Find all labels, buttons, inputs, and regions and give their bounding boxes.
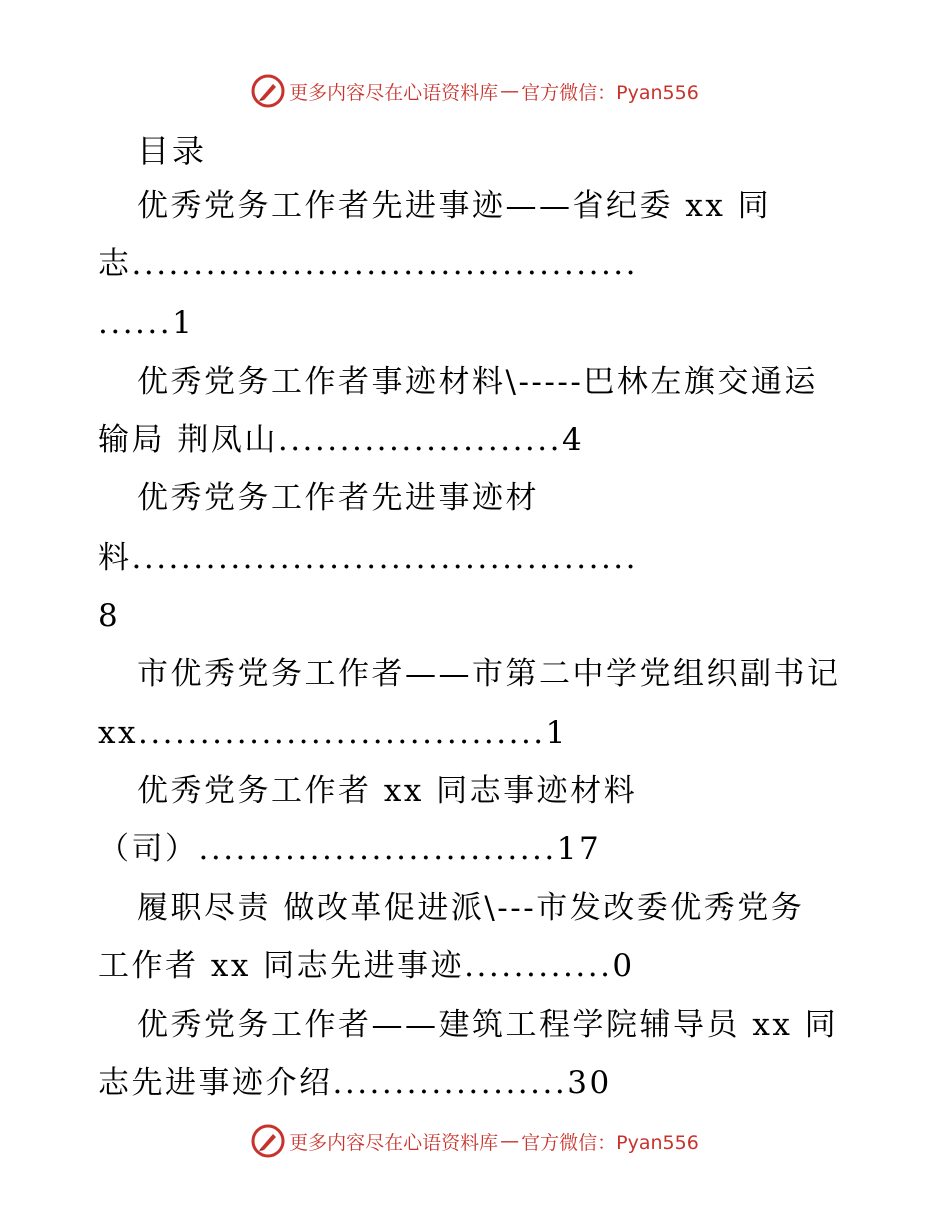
- banner-text: 更多内容尽在心语资料库: [289, 81, 499, 104]
- toc-line: 市优秀党务工作者——市第二中学党组织副书记: [137, 656, 841, 692]
- banner-separator: —: [500, 80, 520, 102]
- toc-line: 志先进事迹介绍...................30: [98, 1065, 612, 1101]
- banner-wechat: 官方微信：Pyan556: [521, 81, 699, 104]
- toc-title: 目录: [137, 132, 208, 170]
- toc-line: 输局 荆凤山.......................4: [98, 422, 585, 458]
- header-banner: [0, 71, 950, 111]
- toc-line: 优秀党务工作者先进事迹——省纪委 xx 同: [137, 188, 772, 224]
- toc-line: （司）.............................17: [98, 831, 602, 867]
- banner-text: 更多内容尽在心语资料库: [289, 1131, 499, 1154]
- toc-line: 履职尽责 做改革促进派\---市发改委优秀党务: [137, 890, 805, 926]
- banner-separator: —: [500, 1130, 520, 1152]
- toc-line: 8: [98, 598, 121, 634]
- toc-line: 工作者 xx 同志先进事迹............0: [98, 948, 635, 984]
- banner-wechat: 官方微信：Pyan556: [521, 1131, 699, 1154]
- footer-banner: [0, 1121, 950, 1161]
- toc-line: 优秀党务工作者先进事迹材: [137, 480, 539, 516]
- toc-line: 优秀党务工作者——建筑工程学院辅导员 xx 同: [137, 1007, 839, 1043]
- toc-line: 优秀党务工作者 xx 同志事迹材料: [137, 773, 638, 809]
- pen-logo-icon: [251, 1124, 285, 1158]
- pen-logo-icon: [251, 74, 285, 108]
- toc-line: 优秀党务工作者事迹材料\-----巴林左旗交通运: [137, 364, 818, 400]
- toc-line: 志.........................................: [98, 246, 639, 282]
- toc-line: 料.........................................: [98, 540, 639, 576]
- toc-line: ......1: [98, 305, 195, 341]
- toc-line: xx.................................1: [98, 715, 568, 751]
